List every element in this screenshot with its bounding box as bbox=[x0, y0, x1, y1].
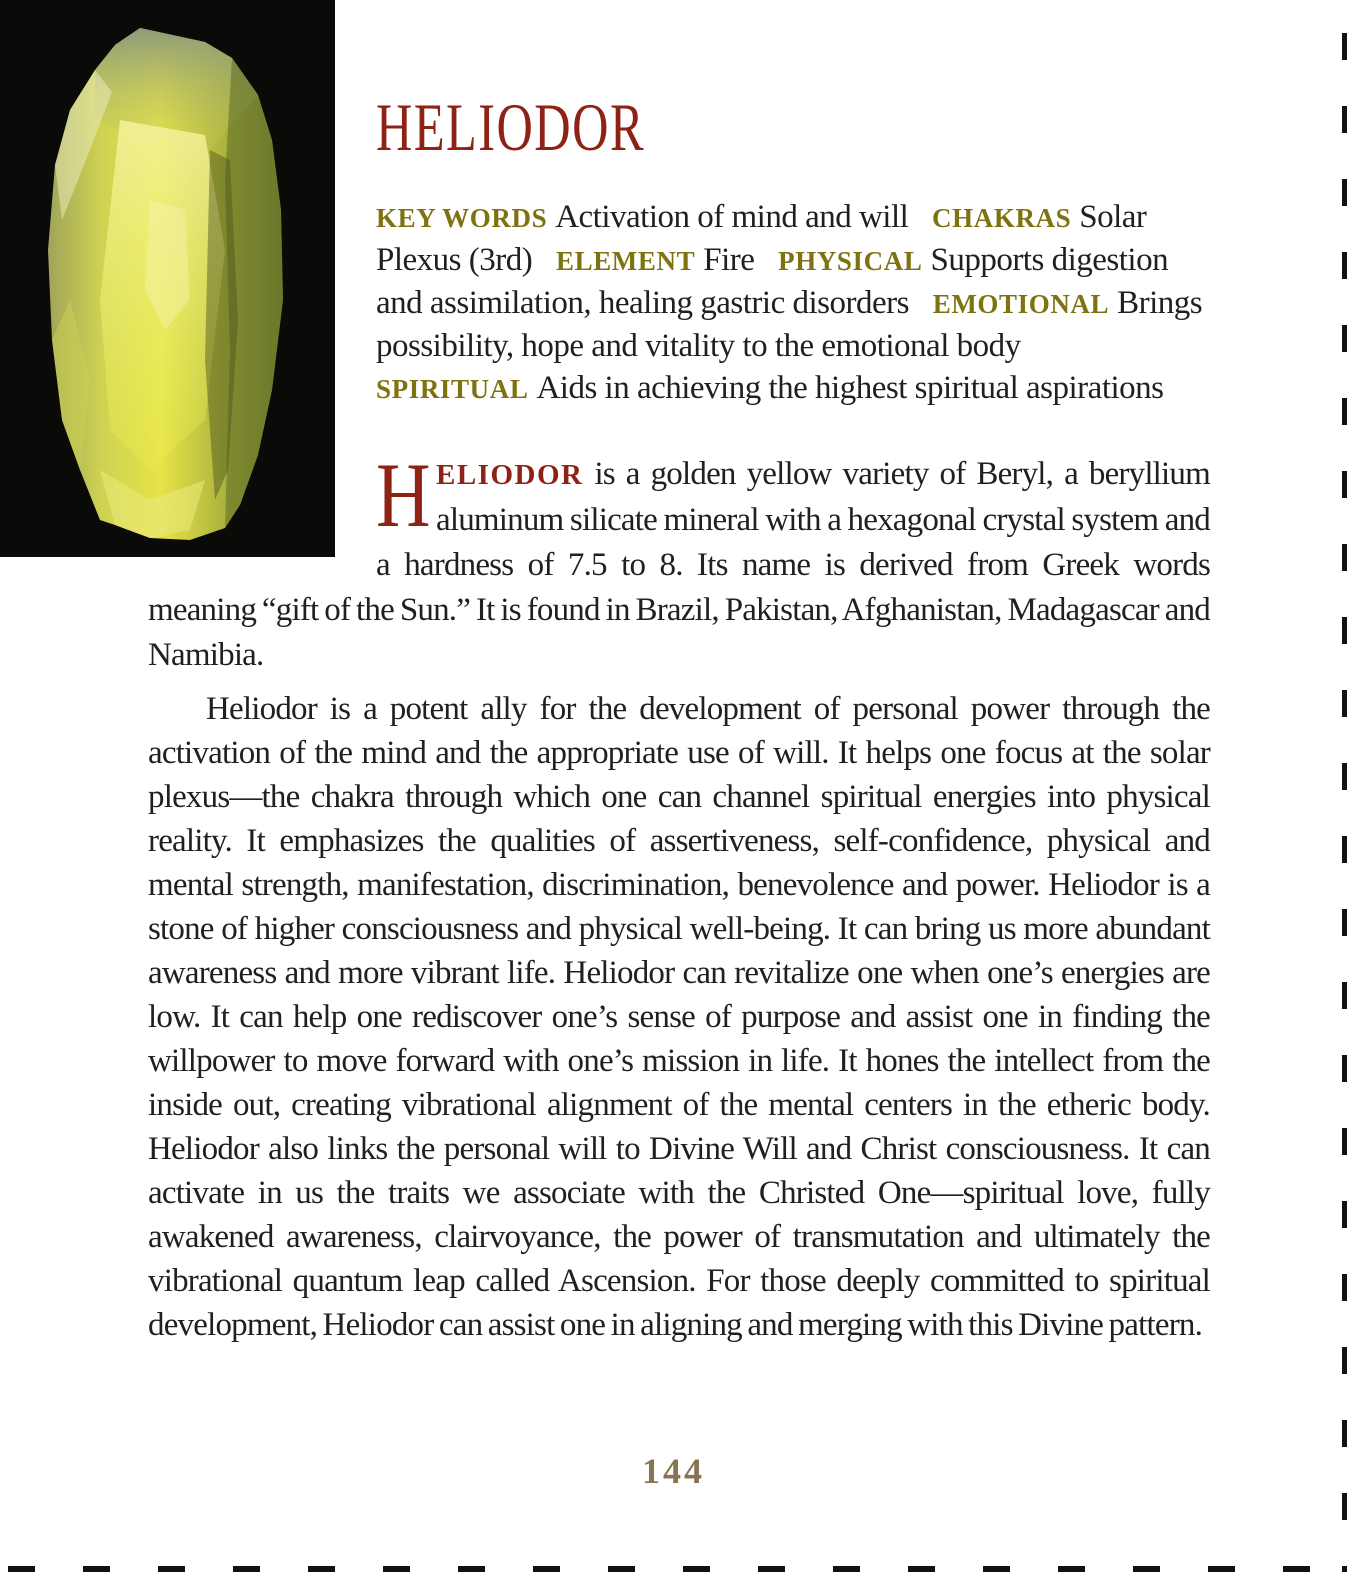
heliodor-crystal-photo bbox=[0, 0, 335, 557]
keyword-label: PHYSICAL bbox=[778, 246, 923, 276]
keyword-label: ELEMENT bbox=[555, 246, 696, 276]
keyword-value: Fire bbox=[703, 242, 755, 278]
intro-paragraph-text: is a golden yellow variety of Beryl, a beryllium aluminum silicate mineral with a hexagonal crystal system and a hardness of 7.5 to 8. Its name is derived from Greek words meaning “gift of the Sun.” It is found in Brazil, Pakistan, Afghanistan, Madagascar and Namibia. bbox=[148, 456, 1210, 673]
body-paragraph: Heliodor is a potent ally for the development of personal power through the activation of the mind and the appropriate use of will. It helps one focus at the solar plexus—the chakra through which one can channel spiritual energies into physical reality. It emphasizes the qualities of assertiveness, self-confidence, physical and mental strength, manifestation, discrimination, benevolence and power. Heliodor is a stone of higher consciousness and physical well-being. It can bring us more abundant awareness and more vibrant life. Heliodor can revitalize one when one’s energies are low. It can help one rediscover one’s sense of purpose and assist one in finding the willpower to move forward with one’s mission in life. It hones the intellect from the inside out, creating vibrational alignment of the mental centers in the etheric body. Heliodor also links the personal will to Divine Will and Christ consciousness. It can activate in us the traits we associate with the Christed One—spiritual love, fully awakened awareness, clairvoyance, the power of transmutation and ultimately the vibrational quantum leap called Ascension. For those deeply committed to spiritual development, Heliodor can assist one in aligning and merging with this Divine pattern. bbox=[148, 691, 1210, 1343]
lead-smallcaps: ELIODOR bbox=[436, 459, 584, 491]
keyword-value: Activation of mind and will bbox=[555, 199, 909, 235]
page-title: HELIODOR bbox=[376, 89, 646, 165]
keyword-value: Aids in achieving the highest spiritual aspirations bbox=[536, 370, 1164, 406]
page-number: 144 bbox=[642, 1451, 705, 1491]
keywords-block bbox=[376, 196, 1210, 410]
dropcap-letter: H bbox=[376, 444, 430, 546]
keyword-value: Solar Plexus (3rd) bbox=[376, 199, 1147, 278]
keyword-label: EMOTIONAL bbox=[932, 289, 1110, 319]
keyword-value: Supports digestion and assimilation, healing gastric disorders bbox=[376, 242, 1169, 321]
keyword-item-element bbox=[556, 242, 754, 278]
keyword-item-spiritual bbox=[376, 370, 1164, 406]
keyword-label: SPIRITUAL bbox=[376, 374, 529, 404]
page-edge-marks-bottom bbox=[8, 1566, 1347, 1572]
keyword-item-key-words bbox=[376, 199, 908, 235]
page-edge-marks-right bbox=[1342, 33, 1347, 1572]
crystal-illustration bbox=[0, 0, 335, 557]
keyword-value: Brings possibility, hope and vitality to the emotional body bbox=[376, 285, 1203, 364]
keyword-label: KEY WORDS bbox=[376, 203, 548, 233]
keyword-label: CHAKRAS bbox=[932, 203, 1072, 233]
